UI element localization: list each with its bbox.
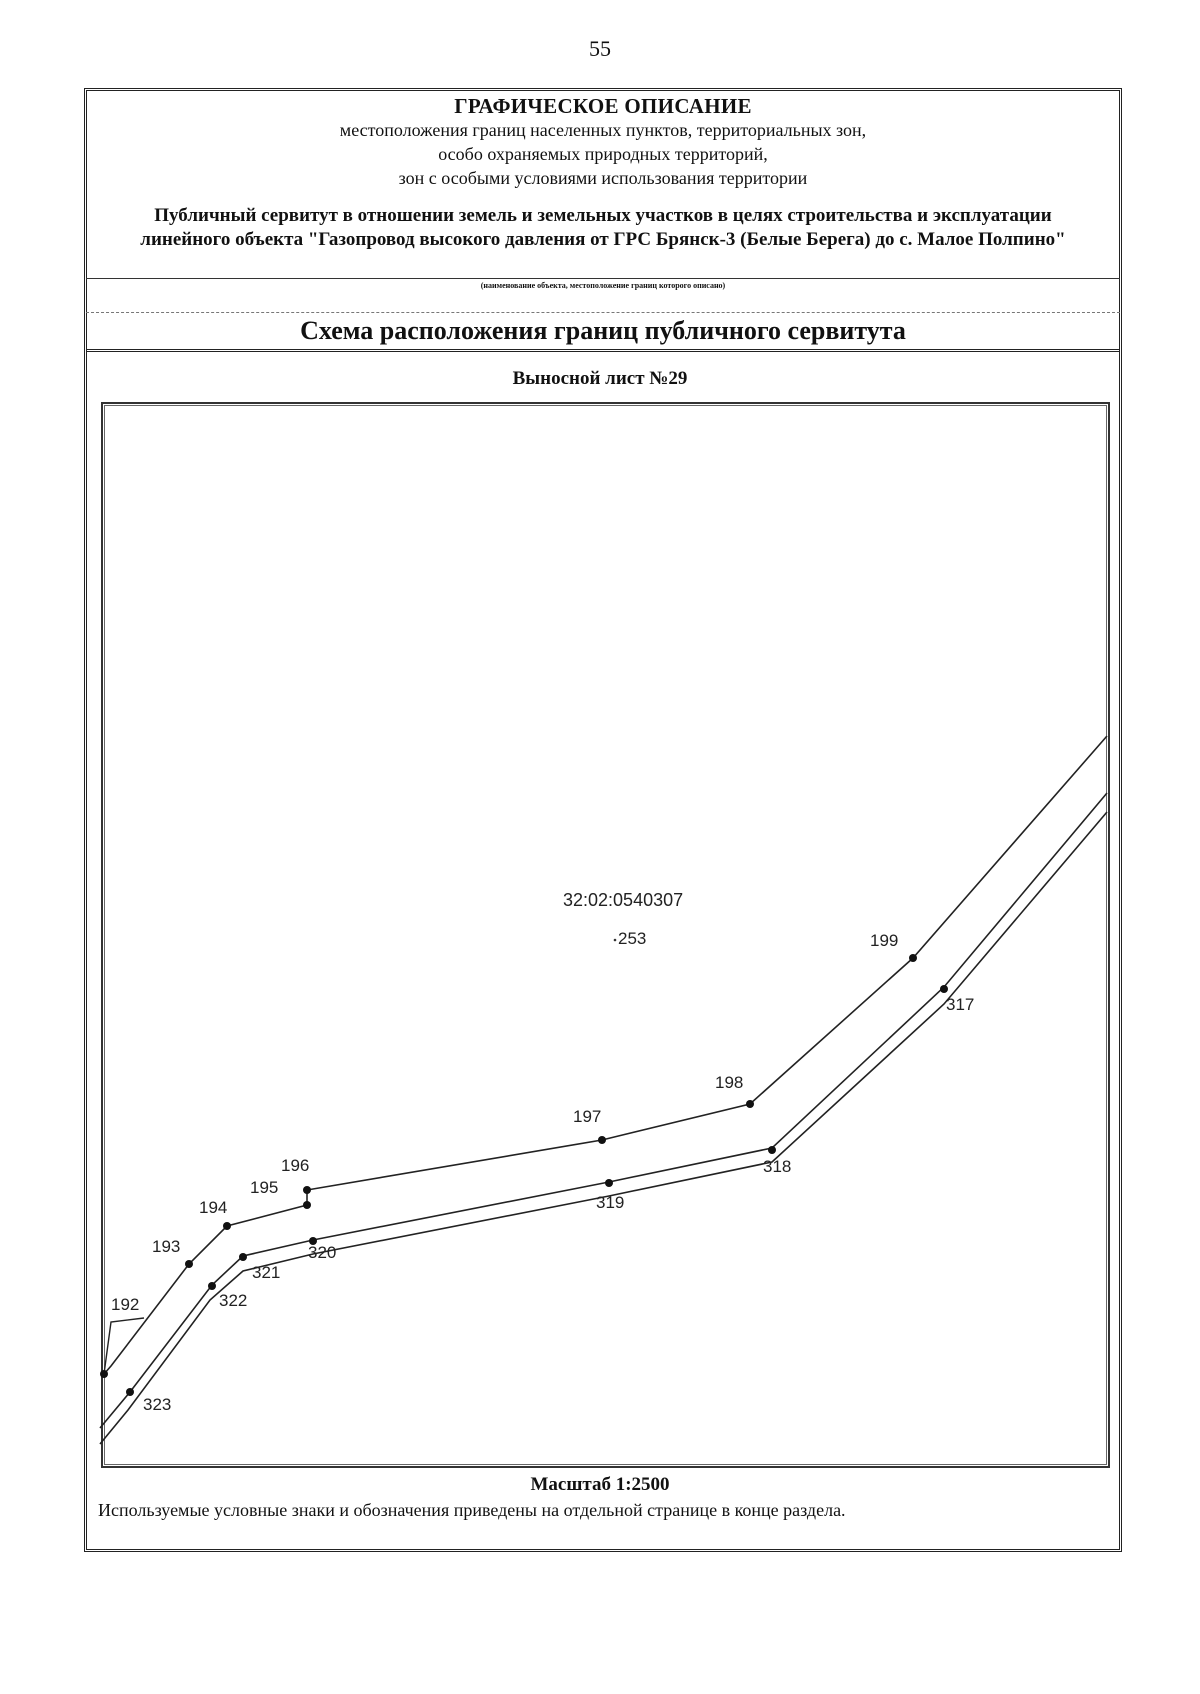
point-199 bbox=[909, 954, 917, 962]
point-label-192: 192 bbox=[111, 1295, 140, 1314]
point-label-319: 319 bbox=[596, 1193, 625, 1212]
object-name: Публичный сервитут в отношении земель и земельных участков в целях строительства и эксплуатации линейного объекта "Газопровод высокого давления от ГРС Брянск-3 (Белые Берега) до с. Малое Полпино" bbox=[140, 205, 1066, 250]
point-194 bbox=[223, 1222, 231, 1230]
cadastral-block-label: 32:02:0540307 bbox=[563, 890, 684, 910]
boundary-line-lower bbox=[100, 793, 1107, 1428]
subtitle-line-2: особо охраняемых природных территорий, bbox=[438, 144, 768, 164]
point-label-194: 194 bbox=[199, 1198, 228, 1217]
point-318 bbox=[768, 1146, 776, 1154]
point-label-323: 323 bbox=[143, 1395, 172, 1414]
map-scale: Масштаб 1:2500 bbox=[530, 1474, 670, 1495]
sheet-title: Выносной лист №29 bbox=[512, 368, 688, 389]
subtitle-line-3: зон с особыми условиями использования территории bbox=[398, 168, 808, 188]
point-193 bbox=[185, 1260, 193, 1268]
subtitle-line-1: местоположения границ населенных пунктов, территориальных зон, bbox=[339, 120, 867, 140]
page-number: 55 bbox=[589, 36, 611, 61]
leader-line-192 bbox=[104, 1318, 144, 1374]
point-label-322: 322 bbox=[219, 1291, 248, 1310]
point-198 bbox=[746, 1100, 754, 1108]
document-title: ГРАФИЧЕСКОЕ ОПИСАНИЕ bbox=[454, 94, 752, 118]
point-label-193: 193 bbox=[152, 1237, 181, 1256]
point-label-321: 321 bbox=[252, 1263, 281, 1282]
parcel-marker bbox=[614, 939, 617, 942]
point-197 bbox=[598, 1136, 606, 1144]
point-label-197: 197 bbox=[573, 1107, 602, 1126]
point-label-195: 195 bbox=[250, 1178, 279, 1197]
point-323 bbox=[126, 1388, 134, 1396]
point-label-199: 199 bbox=[870, 931, 899, 950]
point-196 bbox=[303, 1186, 311, 1194]
legend-note: Используемые условные знаки и обозначения приведены на отдельной странице в конце раздела. bbox=[98, 1500, 846, 1520]
scheme-title: Схема расположения границ публичного сервитута bbox=[300, 316, 906, 345]
point-322 bbox=[208, 1282, 216, 1290]
point-label-320: 320 bbox=[308, 1243, 337, 1262]
point-317 bbox=[940, 985, 948, 993]
object-caption: (наименование объекта, местоположение границ которого описано) bbox=[480, 281, 726, 290]
point-label-317: 317 bbox=[946, 995, 975, 1014]
parcel-number-label: 253 bbox=[618, 929, 647, 948]
point-label-318: 318 bbox=[763, 1157, 792, 1176]
point-321 bbox=[239, 1253, 247, 1261]
point-195 bbox=[303, 1201, 311, 1209]
point-label-198: 198 bbox=[715, 1073, 744, 1092]
point-label-196: 196 bbox=[281, 1156, 310, 1175]
point-319 bbox=[605, 1179, 613, 1187]
point-192 bbox=[100, 1370, 108, 1378]
